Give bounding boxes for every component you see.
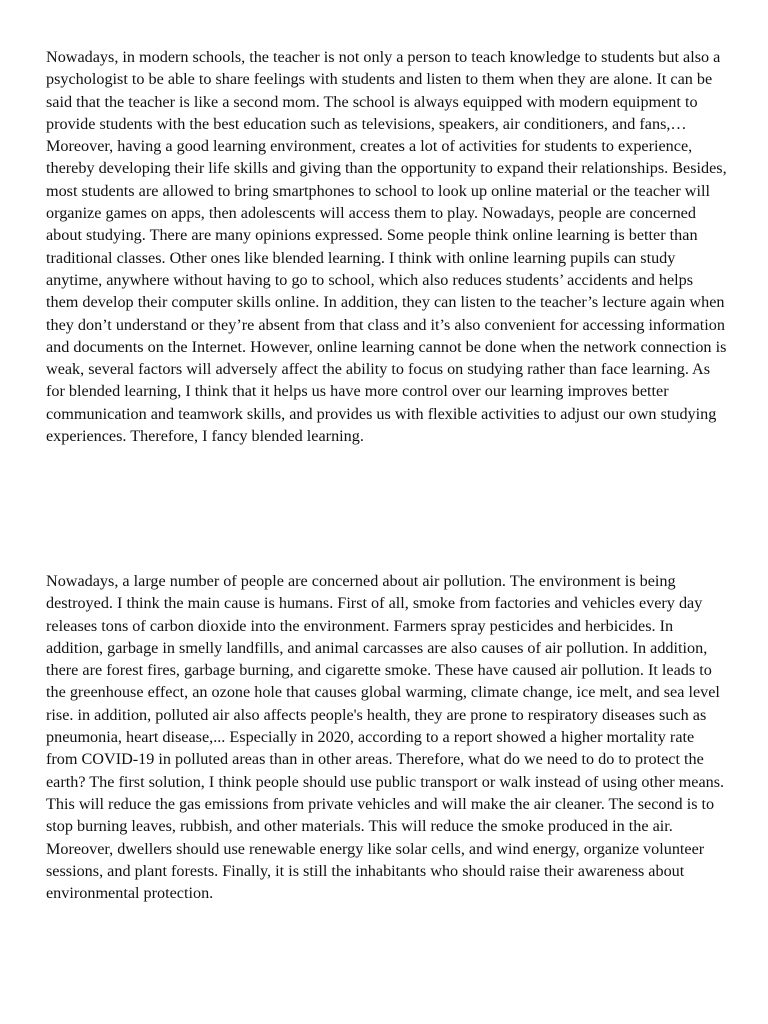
essay-paragraph-online-learning: Nowadays, in modern schools, the teacher is not only a person to teach knowledge to students but also a psychologist to be able to share feelings with students and listen to them when they are alone. It can be said that the teacher is like a second mom. The school is always equipped with modern equipment to provide students with the best education such as televisions, speakers, air conditioners, and fans,…Moreover, having a good learning environment, creates a lot of activities for students to experience, thereby developing their life skills and giving than the opportunity to expand their relationships. Besides, most students are allowed to bring smartphones to school to look up online material or the teacher will organize games on apps, then adolescents will access them to play. Nowadays, people are concerned about studying. There are many opinions expressed. Some people think online learning is better than traditional classes. Other ones like blended learning. I think with online learning pupils can study anytime, anywhere without having to go to school, which also reduces students’ accidents and helps them develop their computer skills online. In addition, they can listen to the teacher’s lecture again when they don’t understand or they’re absent from that class and it’s also convenient for accessing information and documents on the Internet. However, online learning cannot be done when the network connection is weak, several factors will adversely affect the ability to focus on studying rather than face learning. As for blended learning, I think that it helps us have more control over our learning improves better communication and teamwork skills, and provides us with flexible activities to adjust our own studying experiences. Therefore, I fancy blended learning. xyxy=(46,48,727,446)
essay-paragraph-air-pollution: Nowadays, a large number of people are concerned about air pollution. The environment is being destroyed. I think the main cause is humans. First of all, smoke from factories and vehicles every day releases tons of carbon dioxide into the environment. Farmers spray pesticides and herbicides. In addition, garbage in smelly landfills, and animal carcasses are also causes of air pollution. In addition, there are forest fires, garbage burning, and cigarette smoke. These have caused air pollution. It leads to the greenhouse effect, an ozone hole that causes global warming, climate change, ice melt, and sea level rise. in addition, polluted air also affects people's health, they are prone to respiratory diseases such as pneumonia, heart disease,... Especially in 2020, according to a report showed a higher mortality rate from COVID-19 in polluted areas than in other areas. Therefore, what do we need to do to protect the earth? The first solution, I think people should use public transport or walk instead of using other means. This will reduce the gas emissions from private vehicles and will make the air cleaner. The second is to stop burning leaves, rubbish, and other materials. This will reduce the smoke produced in the air. Moreover, dwellers should use renewable energy like solar cells, and wind energy, organize volunteer sessions, and plant forests. Finally, it is still the inhabitants who should raise their awareness about environmental protection. xyxy=(46,572,725,903)
